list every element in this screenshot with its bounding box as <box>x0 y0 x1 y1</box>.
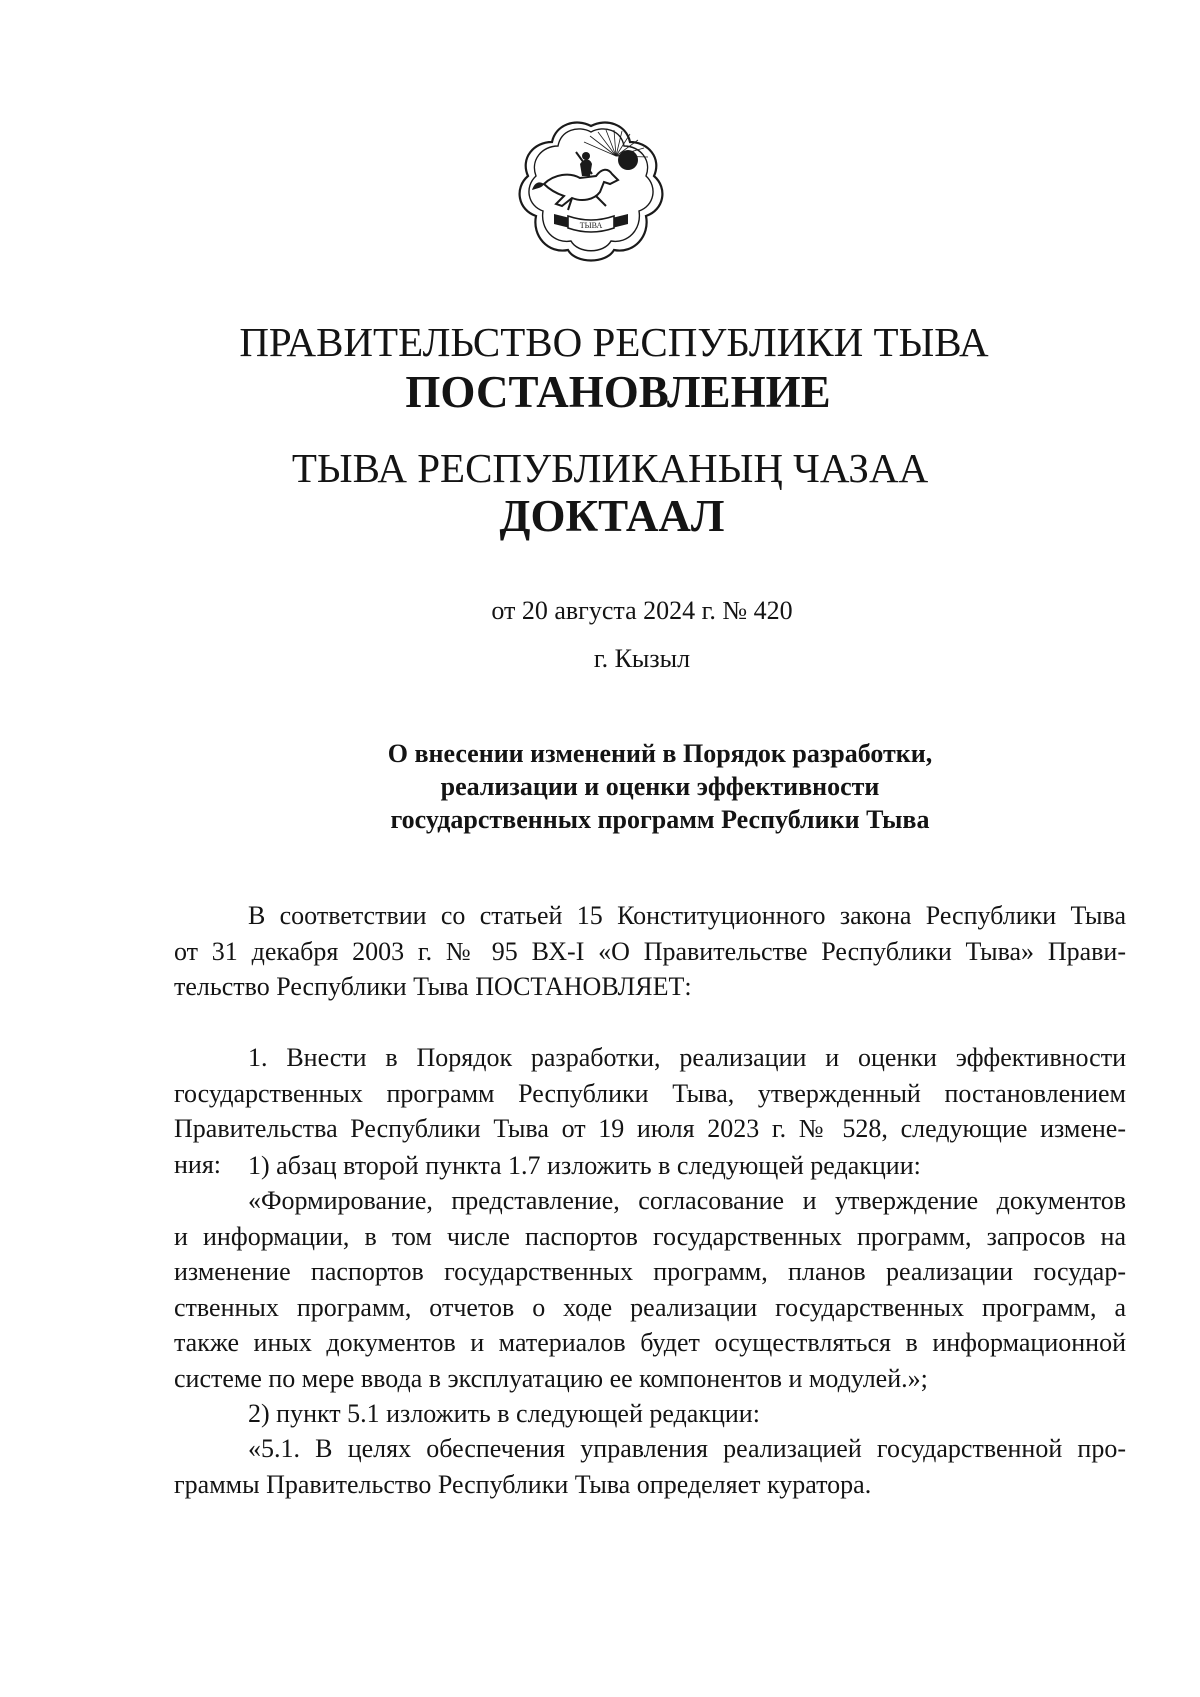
document-title <box>290 737 1030 836</box>
title-line: О внесении изменений в Порядок разработки, <box>387 739 933 768</box>
text-line: 1. Внести в Порядок разработки, реализации и оценки эффективности <box>248 1043 1126 1072</box>
text-line: системе по мере ввода в эксплуатацию ее компонентов и модулей.»; <box>174 1363 928 1393</box>
document-type-tyvan: ДОКТААЛ <box>499 491 725 541</box>
text-line: изменение паспортов государственных программ, планов реализации государ- <box>174 1257 1126 1286</box>
document-type: ПОСТАНОВЛЕНИЕ <box>405 367 831 417</box>
text-line: 2) пункт 5.1 изложить в следующей редакции: <box>248 1399 760 1428</box>
text-line: «Формирование, представление, согласование и утверждение документов <box>248 1186 1126 1215</box>
text-line: ния: <box>174 1149 222 1179</box>
text-line: «5.1. В целях обеспечения управления реализацией государственной про- <box>248 1434 1126 1463</box>
preamble-paragraph <box>174 898 1126 1005</box>
text-line: В соответствии со статьей 15 Конституционного закона Республики Тыва <box>248 901 1126 930</box>
text-line: государственных программ Республики Тыва, утвержденный постановлением <box>174 1078 1126 1108</box>
title-line: государственных программ Республики Тыва <box>390 805 930 834</box>
tyva-coat-of-arms-icon <box>518 118 664 264</box>
government-name: ПРАВИТЕЛЬСТВО РЕСПУБЛИКИ ТЫВА <box>239 319 989 365</box>
text-line: граммы Правительство Республики Тыва определяет куратора. <box>174 1469 872 1499</box>
document-date-number: от 20 августа 2024 г. № 420 <box>491 596 793 625</box>
text-line: ственных программ, отчетов о ходе реализации государственных программ, а <box>174 1292 1126 1322</box>
text-line: Правительства Республики Тыва от 19 июля 2023 г. № 528, следующие измене- <box>174 1114 1126 1143</box>
text-line: 1) абзац второй пункта 1.7 изложить в следующей редакции: <box>248 1151 921 1180</box>
text-line: тельство Республики Тыва ПОСТАНОВЛЯЕТ: <box>174 972 692 1001</box>
title-line: реализации и оценки эффективности <box>440 772 880 801</box>
emblem-ribbon-text: ТЫВА <box>579 221 603 230</box>
document-city: г. Кызыл <box>593 644 691 673</box>
government-name-tyvan: ТЫВА РЕСПУБЛИКАНЫҢ ЧАЗАА <box>291 445 929 491</box>
text-line: и информации, в том числе паспортов государственных программ, запросов на <box>174 1221 1126 1251</box>
quote-2-paragraph <box>174 1431 1126 1502</box>
subitem-2-paragraph <box>174 1396 1126 1432</box>
quote-1-paragraph <box>174 1183 1126 1396</box>
text-line: также иных документов и материалов будет осуществляться в информационной <box>174 1328 1126 1357</box>
text-line: от 31 декабря 2003 г. № 95 ВХ-I «О Правительстве Республики Тыва» Прави- <box>174 936 1126 966</box>
subitem-1-paragraph <box>174 1148 1126 1184</box>
